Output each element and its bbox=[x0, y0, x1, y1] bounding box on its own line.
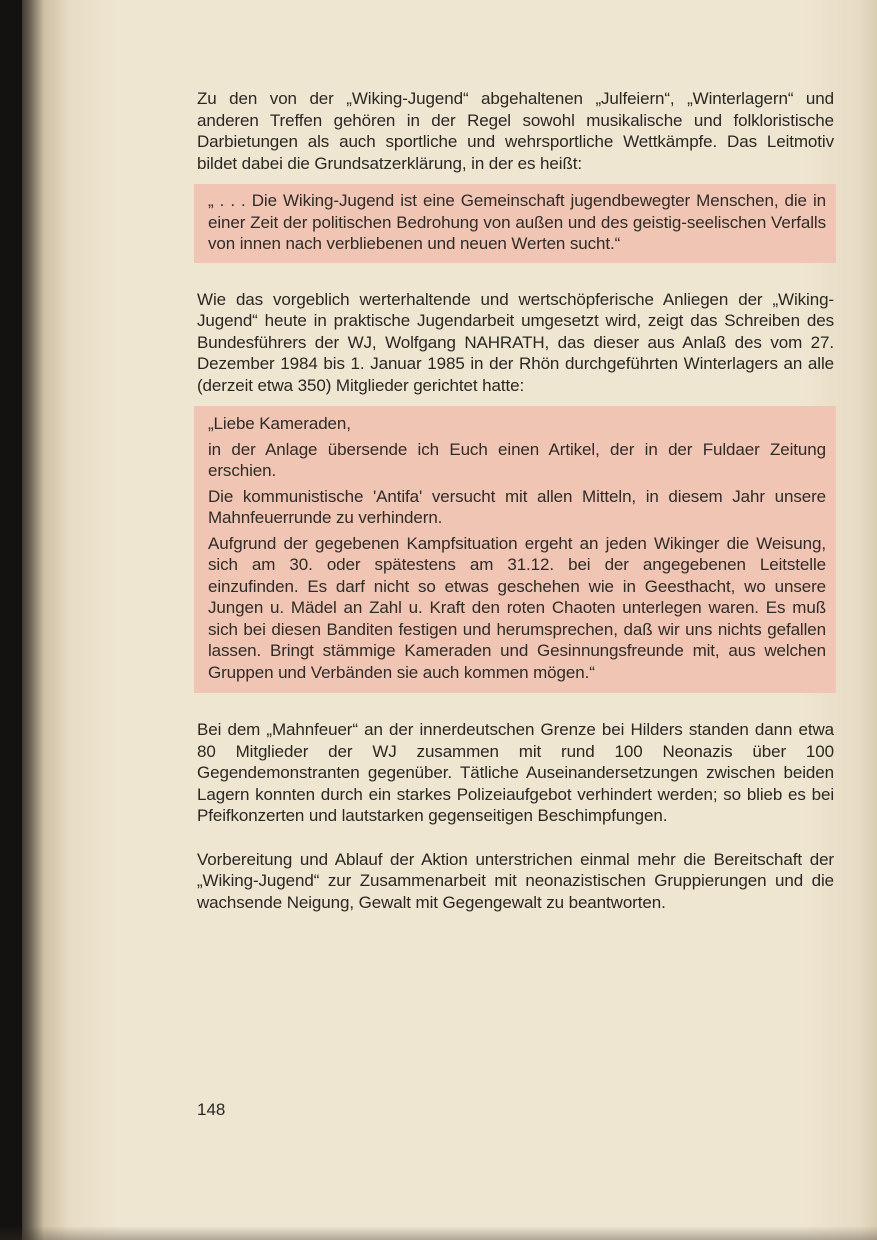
highlighted-quote-principles bbox=[194, 184, 836, 263]
quote-principles-text: „ . . . Die Wiking-Jugend ist eine Gemeinschaft jugendbewegter Menschen, die in einer Zeit der politischen Bedrohung von außen und des geistig-seelischen Verfalls von innen nach verbliebenen und neuen Werten sucht.“ bbox=[208, 191, 826, 253]
paragraph-letter-intro: Wie das vorgeblich werterhaltende und wertschöpferische Anliegen der „Wiking-Jugend“ heute in praktische Jugendarbeit umgesetzt wird, zeigt das Schreiben des Bundesführers der WJ, Wolfgang NAHRATH, das dieser aus Anlaß des vom 27. Dezember 1984 bis 1. Januar 1985 in der Rhön durchgeführten Winterlagers an alle (derzeit etwa 350) Mitglieder gerichtet hatte: bbox=[197, 289, 834, 395]
paragraph-conclusion: Vorbereitung und Ablauf der Aktion unterstrichen einmal mehr die Bereitschaft der „Wiking-Jugend“ zur Zusammenarbeit mit neonazistischen Gruppierungen und die wachsende Neigung, Gewalt mit Gegengewalt zu beantworten. bbox=[197, 849, 834, 912]
paragraph-intro: Zu den von der „Wiking-Jugend“ abgehaltenen „Julfeiern“, „Winterlagern“ und anderen Treffen gehören in der Regel sowohl musikalische und folkloristische Darbietungen als auch sportliche und wehrsportliche Wettkämpfe. Das Leitmotiv bildet dabei die Grundsatzerklärung, in der es heißt: bbox=[197, 89, 834, 173]
book-binding-edge bbox=[0, 0, 22, 1240]
letter-paragraph: in der Anlage übersende ich Euch einen Artikel, der in der Fuldaer Zeitung erschien. bbox=[208, 439, 826, 480]
paragraph-mahnfeuer: Bei dem „Mahnfeuer“ an der innerdeutschen Grenze bei Hilders standen dann etwa 80 Mitglieder der WJ zusammen mit rund 100 Neonazis über 100 Gegendemonstranten gegenüber. Tätliche Auseinandersetzungen zwischen beiden Lagern konnten durch ein starkes Polizeiaufgebot verhindert werden; so blieb es bei Pfeifkonzerten und lautstarken gegenseitigen Beschimpfungen. bbox=[197, 720, 834, 825]
highlighted-quote-letter bbox=[194, 406, 836, 693]
letter-paragraph: Aufgrund der gegebenen Kampfsituation ergeht an jeden Wikinger die Weisung, sich am 30. oder spätestens am 31.12. bei der angegebenen Leitstelle einzufinden. Es darf nicht so etwas geschehen wie in Geesthacht, wo unsere Jungen u. Mädel an Zahl u. Kraft den roten Chaoten unterlegen waren. Es muß sich bei diesen Banditen festigen und herumsprechen, daß wir uns nichts gefallen lassen. Bringt stämmige Kameraden und Gesinnungsfreunde mit, aus welchen Gruppen und Verbänden sie auch kommen mögen.“ bbox=[208, 533, 826, 682]
letter-salutation: „Liebe Kameraden, bbox=[208, 414, 351, 433]
page-number: 148 bbox=[197, 1100, 226, 1119]
page-bottom-shadow bbox=[0, 1226, 877, 1240]
letter-paragraph: Die kommunistische 'Antifa' versucht mit allen Mitteln, in diesem Jahr unsere Mahnfeuerrunde zu verhindern. bbox=[208, 486, 826, 527]
text-column bbox=[197, 88, 834, 913]
